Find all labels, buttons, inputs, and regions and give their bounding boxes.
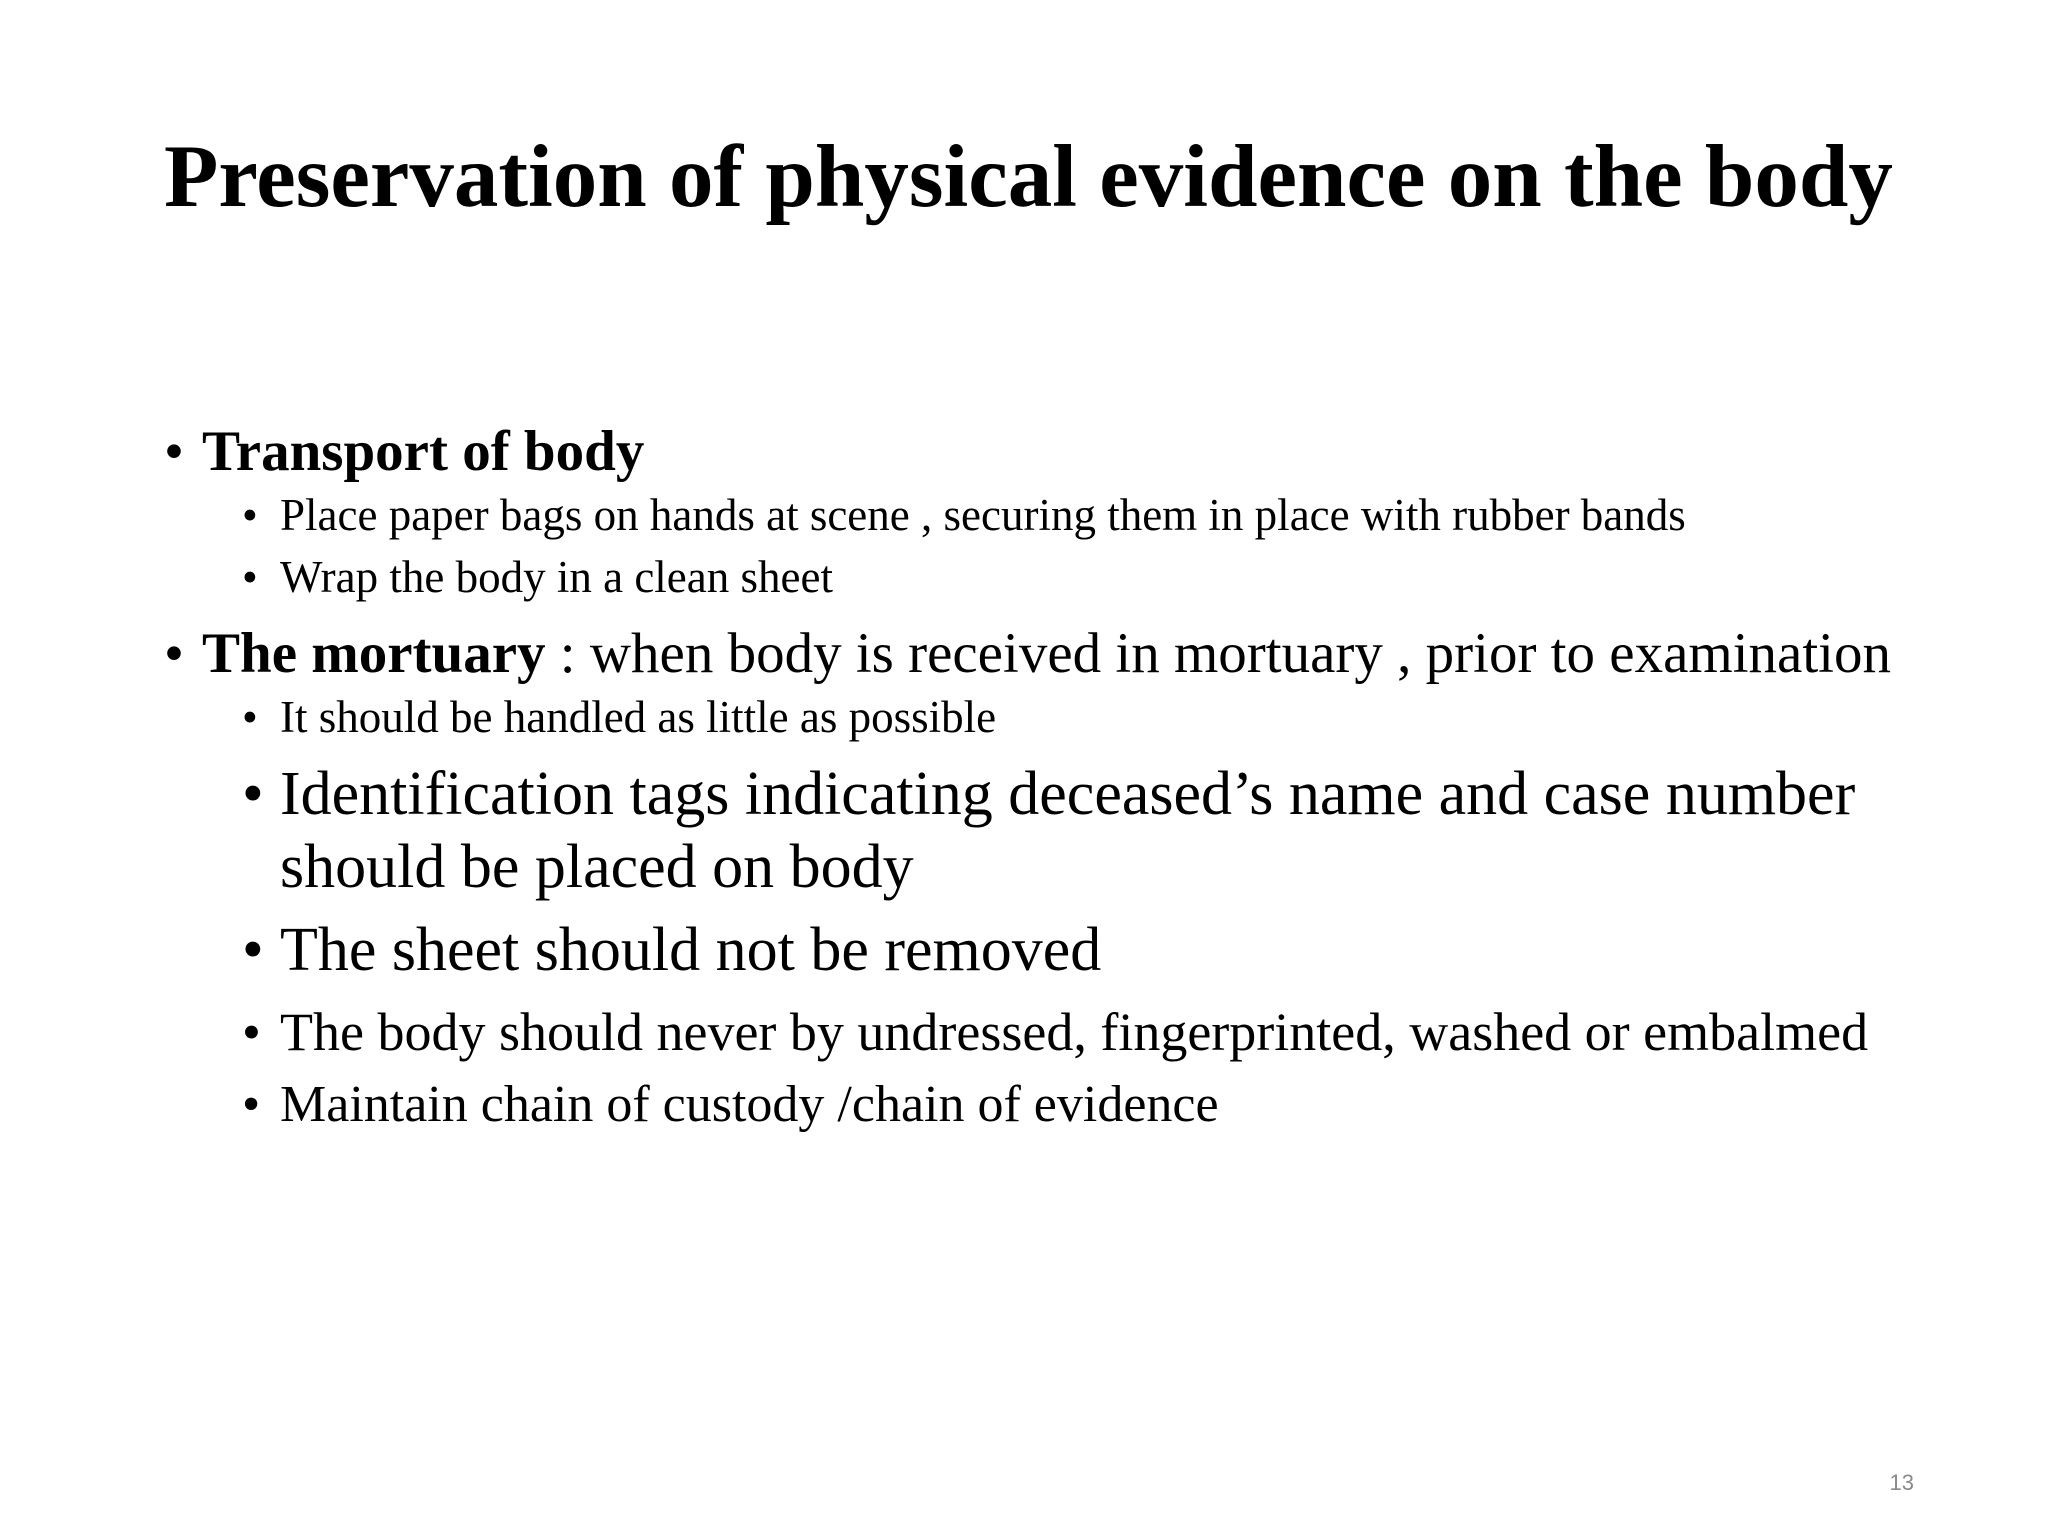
bullet-glyph: • [242, 916, 264, 984]
sub-bullet [242, 546, 1924, 608]
bullet-glyph: • [164, 420, 184, 483]
sub-bullet [242, 758, 1924, 904]
sub-bullet-text: Maintain chain of custody /chain of evidence [280, 1076, 1219, 1133]
bullet-glyph: • [242, 552, 258, 602]
bullet-glyph: • [242, 490, 258, 540]
bullet-glyph: • [164, 622, 184, 685]
sub-bullet-text: It should be handled as little as possible [280, 692, 997, 742]
slide-content [164, 420, 1924, 1137]
bullet-glyph: • [242, 1002, 261, 1062]
sub-bullet [242, 914, 1924, 987]
sub-bullet-text: Identification tags indicating deceased’s name and case number should be placed on body [280, 760, 1856, 901]
bullet-glyph: • [242, 692, 258, 742]
slide-title: Preservation of physical evidence on the body [164, 128, 1893, 226]
sub-bullet-text: Wrap the body in a clean sheet [280, 552, 833, 602]
bullet-the-mortuary [164, 622, 1924, 686]
bullet-glyph: • [242, 760, 264, 828]
bullet-heading: The mortuary [202, 622, 546, 685]
sub-bullet [242, 999, 1924, 1065]
bullet-heading-suffix: : when body is received in mortuary , prior to examination [545, 622, 1892, 685]
bullet-heading: Transport of body [202, 420, 645, 483]
sub-bullet [242, 686, 1924, 748]
sub-bullet-text: The sheet should not be removed [280, 916, 1102, 984]
sub-bullet [242, 484, 1924, 546]
bullet-transport-of-body [164, 420, 1924, 484]
sub-bullet [242, 1073, 1924, 1137]
bullet-glyph: • [242, 1076, 261, 1133]
page-number: 13 [1889, 1470, 1914, 1495]
sub-bullet-text: The body should never by undressed, fingerprinted, washed or embalmed [280, 1002, 1869, 1062]
sub-bullet-text: Place paper bags on hands at scene , securing them in place with rubber bands [280, 490, 1686, 540]
